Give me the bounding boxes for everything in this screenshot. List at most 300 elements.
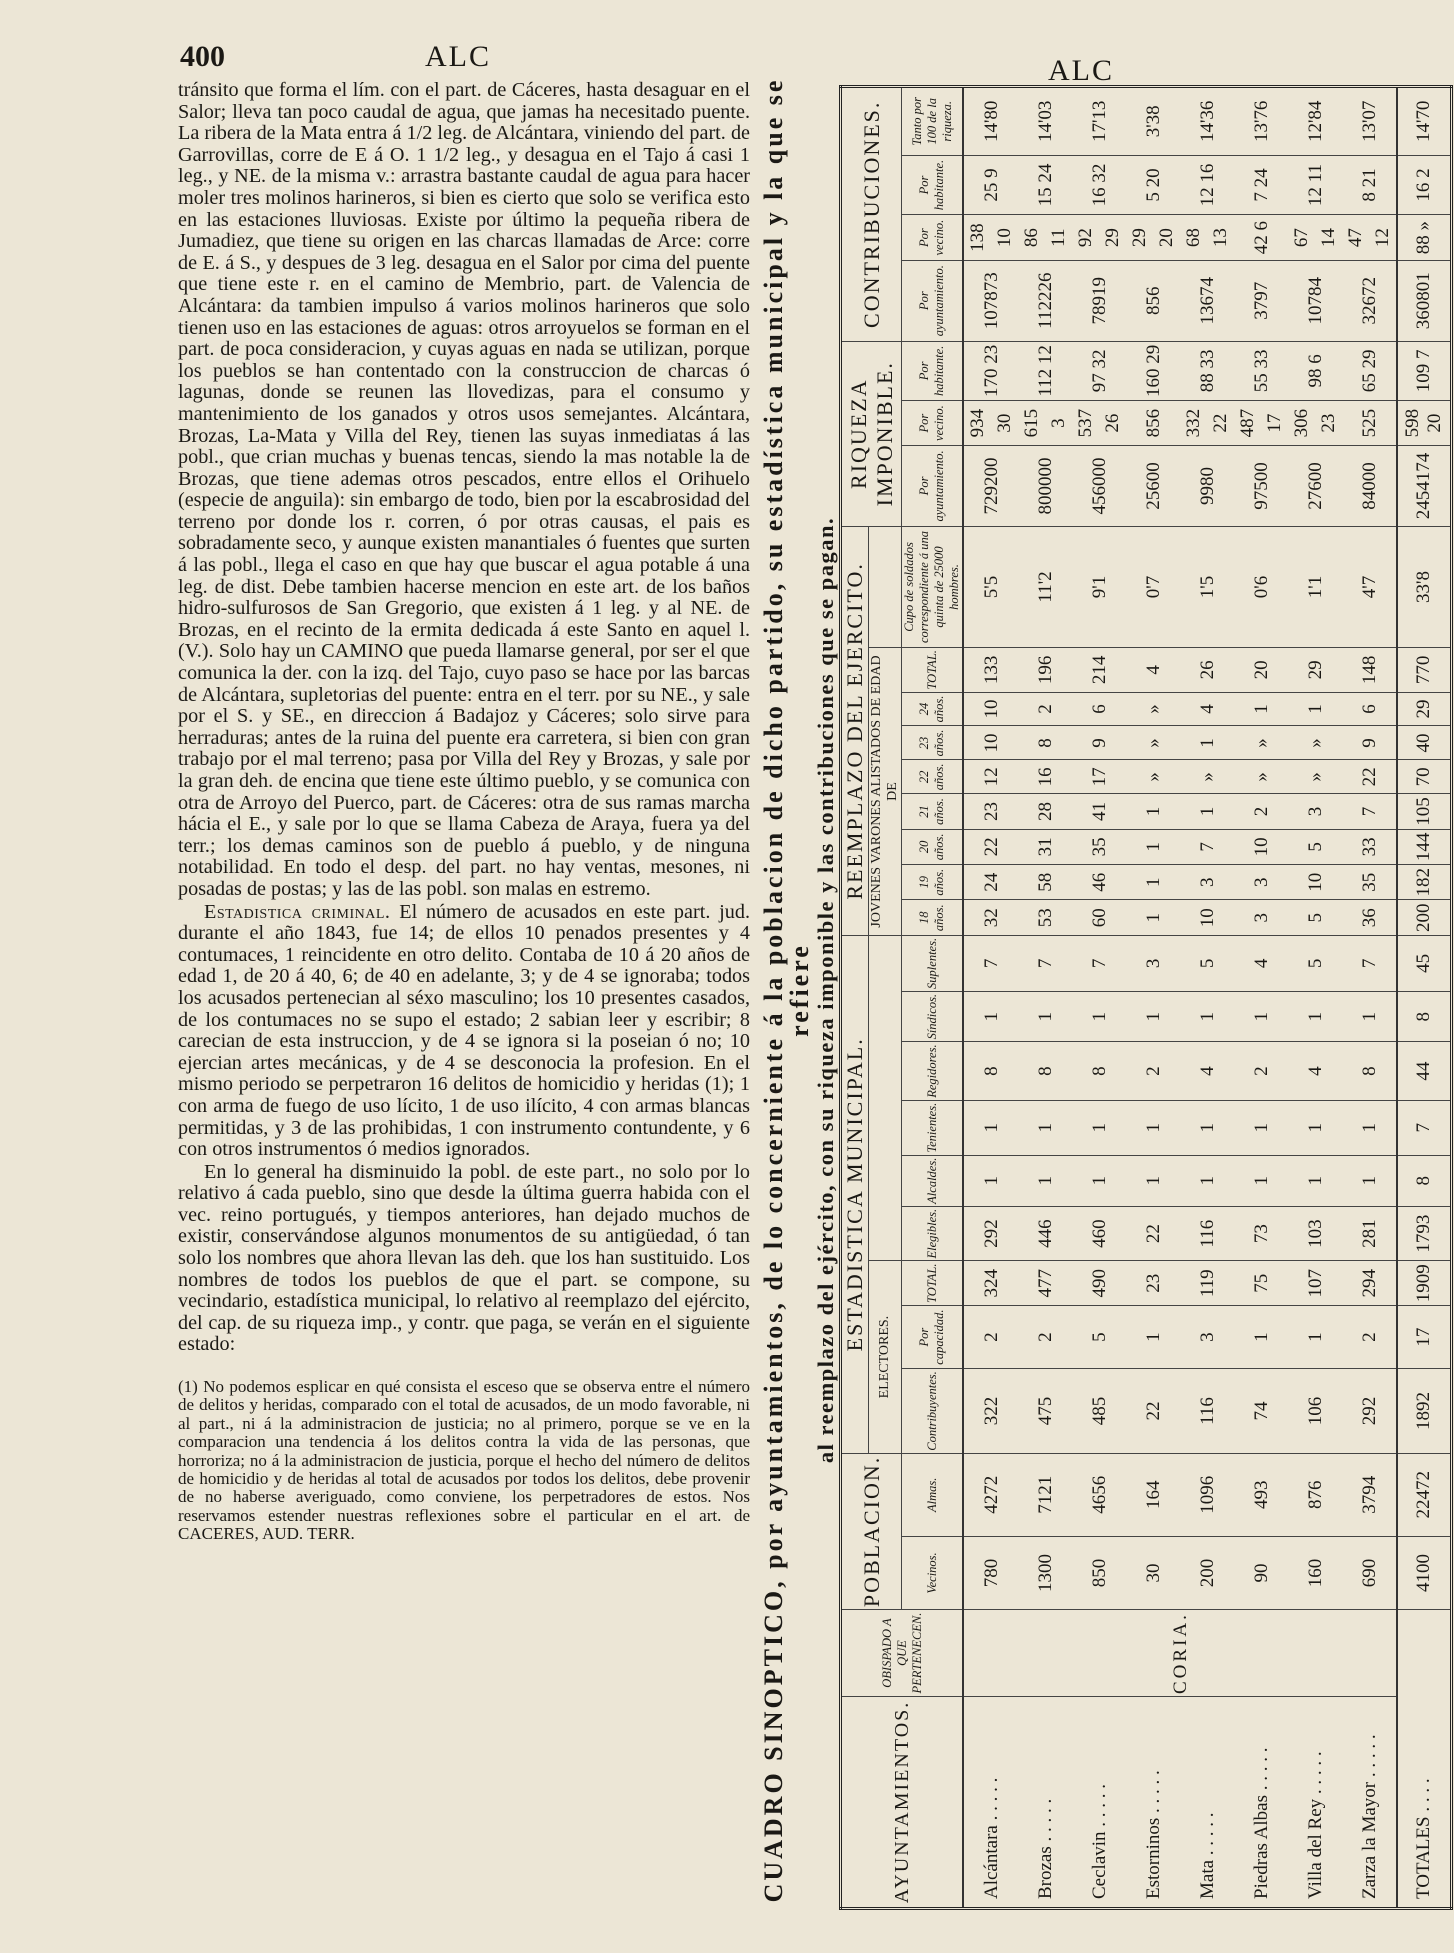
- table-cell: 97 32: [1072, 341, 1126, 401]
- table-cell: 22: [1126, 1369, 1180, 1454]
- table-cell: 3: [1126, 935, 1180, 991]
- column-header: 24 años.: [902, 692, 964, 726]
- table-cell: 8 21: [1342, 155, 1397, 215]
- table-cell: 16: [1018, 760, 1072, 794]
- running-head-right: ALC: [1048, 54, 1114, 87]
- table-row: [963, 87, 1018, 1909]
- section-lead: Estadistica criminal.: [204, 900, 391, 923]
- table-cell: 1: [1126, 1100, 1180, 1155]
- table-cell: 22: [963, 829, 1018, 864]
- totals-cell: 105: [1397, 794, 1452, 829]
- header-poblacion: POBLACION.: [841, 1453, 902, 1609]
- table-cell: 112226: [1018, 260, 1072, 341]
- table-cell: 7: [1180, 829, 1234, 864]
- column-header: Por vecino.: [902, 215, 964, 260]
- table-cell: »: [1234, 726, 1288, 760]
- column-header: Por capacidad.: [902, 1305, 964, 1368]
- table-cell: 2: [1126, 1042, 1180, 1100]
- totals-cell: 40: [1397, 726, 1452, 760]
- table-cell: 3794: [1342, 1453, 1397, 1536]
- table-cell: 2: [1234, 1042, 1288, 1100]
- table-cell: 281: [1342, 1206, 1397, 1261]
- table-cell: 1: [963, 1100, 1018, 1155]
- table-cell: 29 20: [1126, 215, 1180, 260]
- table-cell: 1: [1180, 1100, 1234, 1155]
- table-cell: »: [1288, 760, 1342, 794]
- table-cell: 8: [1072, 1042, 1126, 1100]
- table-cell: 73: [1234, 1206, 1288, 1261]
- table-cell: 13674: [1180, 260, 1234, 341]
- totals-cell: 70: [1397, 760, 1452, 794]
- table-cell: 1: [1126, 900, 1180, 935]
- table-cell: 1: [1234, 1155, 1288, 1206]
- table-title-line1: CUADRO SINOPTICO, por ayuntamientos, de lo concerniente á la poblacion de dicho partido, su estadística municipal y la que se refiere: [759, 77, 814, 1903]
- header-reemplazo: REEMPLAZO DEL EJERCITO.: [841, 526, 869, 935]
- column-header: Por ayuntamiento.: [902, 260, 964, 341]
- table-cell: 1'1: [1288, 526, 1342, 647]
- table-cell: 4: [1234, 935, 1288, 991]
- table-cell: 86 11: [1018, 215, 1072, 260]
- table-cell: 1: [1234, 991, 1288, 1041]
- table-cell: 22: [1342, 760, 1397, 794]
- totals-cell: 109 7: [1397, 341, 1452, 401]
- table-cell: 26: [1180, 648, 1234, 693]
- table-cell: 16 32: [1072, 155, 1126, 215]
- column-header: Suplentes.: [902, 935, 964, 991]
- table-cell: 456000: [1072, 446, 1126, 527]
- paragraph-rivers: tránsito que forma el lím. con el part. de Cáceres, hasta desaguar en el Salor; lleva tan poco caudal de agua, que jamas ha necesitado puente. La ribera de la Mata entra á 1/2 leg. de Alcántara, viniendo del part. de Garrovillas, corre de E á O. 1 1/2 leg., y desagua en el Tajo á casi 1 leg., y NE. de la misma v.: arrastra bastante caudal de agua para hacer moler tres molinos harineros, si bien es cierto que solo se verifica esto en las estaciones lluviosas. Existe por último la pequeña ribera de Jumadiez, que tiene su origen en las charcas llamadas de Arce: corre de E. á S., y despues de 3 leg. desagua en el Salor por cima del puente que tiene este r. en el camino de Membrio, part. de Valencia de Alcántara: da tambien impulso á varios molinos harineros que solo tienen uso en las estaciones de aguas: otros arroyuelos se forman en el part. de poca consideracion, y cuyas aguas en nada se utilizan, porque los pueblos se han contentado con la construccion de charcas ó lagunas, donde se reunen las llovedizas, para el consumo y mantenimiento de los ganados y otros usos semejantes. Alcántara, Brozas, La-Mata y Villa del Rey, tienen las suyas inmediatas á las pobl., que crian muchas y buenas tencas, siendo la mas notable la de Brozas, que tiene ademas otros pescados, entre ellos el Orihuelo (especie de anguila): sin embargo de todo, bien por la escabrosidad del terreno por donde los r. corren, ó por otras causas, el pais es sobradamente seco, y aunque existen manantiales ó fuentes que surten á las pobl., llega el caso en que hay que buscar el agua potable á una leg. de dist. Debe tambien hacerse mencion en este art. de los baños hidro-sulfurosos de San Gregorio, que existen á 1 leg. y al NE. de Brozas, en el recinto de la ermita dedicada á este Santo en aquel l. (V.). Solo hay un CAMINO que pueda llamarse general, por ser el que comunica la der. con la izq. del Tajo, cuyo paso se hace por las barcas de Alcántara, supletorias del puente: entra en el terr. por su NE., y sale por el S. y SE., en direccion á Badajoz y Cáceres; solo sirve para herraduras; antes de la ruina del puente era carretera, si bien con gran trabajo por el mal terreno; pasa por Villa del Rey y Brozas, y sale por la gran deh. de encina que tiene este último pueblo, y se comunica con otra de Arroyo del Puerco, part. de Cáceres: otra de sus ramas marcha hácia el E., y sale por lo que se llama Cabeza de Araya, fuera ya del terr.; los demas caminos son de pueblo á pueblo, y de ninguna notabilidad. En todo el desp. del part. no hay ventas, mesones, ni posadas de postas; y las de las pobl. son malas en estremo.: [178, 79, 750, 900]
- table-cell: 170 23: [963, 341, 1018, 401]
- table-cell: 35: [1342, 865, 1397, 900]
- totals-cell: 29: [1397, 692, 1452, 726]
- table-cell: 92 29: [1072, 215, 1126, 260]
- table-cell: 306 23: [1288, 401, 1342, 446]
- table-cell: 46: [1072, 865, 1126, 900]
- table-cell: 5: [1072, 1305, 1126, 1368]
- table-cell: »: [1234, 760, 1288, 794]
- header-jovenes: JOVENES VARONES ALISTADOS DE EDAD DE: [869, 648, 902, 936]
- table-cell: 800000: [1018, 446, 1072, 527]
- totals-cell: 45: [1397, 935, 1452, 991]
- table-cell: 4: [1180, 1042, 1234, 1100]
- table-cell: 200: [1180, 1536, 1234, 1609]
- table-cell: 1: [1072, 991, 1126, 1041]
- header-obispado: OBISPADO A QUE PERTENECEN.: [841, 1610, 964, 1697]
- text-column: [178, 80, 750, 1544]
- column-header: Tanto por 100 de la riqueza.: [902, 87, 964, 156]
- column-header: 20 años.: [902, 829, 964, 864]
- column-header: Por vecino.: [902, 401, 964, 446]
- table-cell: 20: [1234, 648, 1288, 693]
- table-cell: 116: [1180, 1369, 1234, 1454]
- table-cell: 14'36: [1180, 87, 1234, 156]
- table-cell: 6: [1342, 692, 1397, 726]
- table-cell: 5: [1180, 935, 1234, 991]
- totals-cell: 1892: [1397, 1369, 1452, 1454]
- totals-cell: 770: [1397, 648, 1452, 693]
- table-cell: 1: [1234, 692, 1288, 726]
- table-cell: 35: [1072, 829, 1126, 864]
- page-number: 400: [180, 40, 225, 73]
- table-cell: 133: [963, 648, 1018, 693]
- table-cell: 4656: [1072, 1453, 1126, 1536]
- table-cell: 1: [1180, 794, 1234, 829]
- totals-cell: 14'70: [1397, 87, 1452, 156]
- table-cell: 0'6: [1234, 526, 1288, 647]
- table-cell: 106: [1288, 1369, 1342, 1454]
- column-header: Por habitante.: [902, 341, 964, 401]
- table-cell: 97500: [1234, 446, 1288, 527]
- totals-cell: 88 »: [1397, 215, 1452, 260]
- totals-cell: 8: [1397, 1155, 1452, 1206]
- table-cell: 1: [1234, 1305, 1288, 1368]
- table-cell: 36: [1342, 900, 1397, 935]
- table-cell: 196: [1018, 648, 1072, 693]
- table-cell: 537 26: [1072, 401, 1126, 446]
- table-cell: 1: [1018, 1155, 1072, 1206]
- table-cell: 29: [1288, 648, 1342, 693]
- table-cell: 67 14: [1288, 215, 1342, 260]
- table-cell: 23: [1126, 1261, 1180, 1306]
- table-cell: 525: [1342, 401, 1397, 446]
- totals-cell: 200: [1397, 900, 1452, 935]
- table-cell: 3: [1288, 794, 1342, 829]
- table-cell: 2: [1234, 794, 1288, 829]
- table-cell: 8: [1018, 1042, 1072, 1100]
- table-cell: 1: [1342, 1155, 1397, 1206]
- totals-cell: 360801: [1397, 260, 1452, 341]
- table-cell: 487 17: [1234, 401, 1288, 446]
- table-cell: 5 20: [1126, 155, 1180, 215]
- totals-cell: 1793: [1397, 1206, 1452, 1261]
- table-cell: 9: [1342, 726, 1397, 760]
- table-cell: 934 30: [963, 401, 1018, 446]
- table-cell: 3'38: [1126, 87, 1180, 156]
- totals-cell: 44: [1397, 1042, 1452, 1100]
- table-cell: 88 33: [1180, 341, 1234, 401]
- totals-cell: 2454174: [1397, 446, 1452, 527]
- table-cell: »: [1126, 726, 1180, 760]
- table-cell: 9'1: [1072, 526, 1126, 647]
- table-cell: 3: [1180, 865, 1234, 900]
- table-cell: 55 33: [1234, 341, 1288, 401]
- table-cell: 103: [1288, 1206, 1342, 1261]
- table-cell: 10: [963, 726, 1018, 760]
- table-cell: 292: [963, 1206, 1018, 1261]
- table-cell: 2: [963, 1305, 1018, 1368]
- table-cell: 1: [1288, 1305, 1342, 1368]
- totals-row: [1397, 87, 1452, 1909]
- table-cell: 12 11: [1288, 155, 1342, 215]
- running-head-left: ALC: [425, 40, 491, 73]
- table-cell: 27600: [1288, 446, 1342, 527]
- table-cell: 41: [1072, 794, 1126, 829]
- table-cell: 148: [1342, 648, 1397, 693]
- column-header: 22 años.: [902, 760, 964, 794]
- header-ayuntamientos: AYUNTAMIENTOS.: [841, 1697, 964, 1909]
- table-cell: 446: [1018, 1206, 1072, 1261]
- header-contribuciones: CONTRIBUCIONES.: [841, 87, 902, 342]
- table-cell: 780: [963, 1536, 1018, 1609]
- table-cell: 856: [1126, 260, 1180, 341]
- table-cell: »: [1288, 726, 1342, 760]
- table-cell: 1: [1180, 726, 1234, 760]
- table-cell: 214: [1072, 648, 1126, 693]
- table-cell: 8: [1342, 1042, 1397, 1100]
- table-cell: 9: [1072, 726, 1126, 760]
- footnote: (1) No podemos esplicar en qué consista el esceso que se observa entre el número de delitos y heridas, comparado con el total de acusados, de un modo favorable, ni al part., ni á la administracion de justicia; no al primero, porque se ve en la comparacion una tendencia á los delitos contra la vida de las personas, que horroriza; no á la administracion de justicia, porque el hecho del número de delitos de homicidio y de heridas al total de acusados por todos los delitos, debe provenir de no haberse averiguado, como conviene, los perpetradores de estos. Nos reservamos estender nuestras reflexiones sobre el particular en el art. de CACERES, AUD. TERR.: [178, 1377, 750, 1544]
- column-header: TOTAL.: [902, 648, 964, 693]
- totals-cell: 16 2: [1397, 155, 1452, 215]
- table-cell: 31: [1018, 829, 1072, 864]
- table-cell: 28: [1018, 794, 1072, 829]
- table-cell: 30: [1126, 1536, 1180, 1609]
- table-cell: 47 12: [1342, 215, 1397, 260]
- table-cell: 690: [1342, 1536, 1397, 1609]
- table-cell: 1'5: [1180, 526, 1234, 647]
- table-cell: 6: [1072, 692, 1126, 726]
- table-cell: 4'7: [1342, 526, 1397, 647]
- table-title: [755, 70, 839, 1910]
- table-cell: 5: [1288, 900, 1342, 935]
- table-cell: »: [1126, 692, 1180, 726]
- table-cell: 7: [1072, 935, 1126, 991]
- table-cell: 1: [1018, 991, 1072, 1041]
- table-cell: 10: [1180, 900, 1234, 935]
- criminal-stats-text: El número de acusados en este part. jud. durante el año 1843, fue 14; de ellos 10 penados presentes y 4 contumaces, 1 reincidente en otro delito. Contaba de 10 á 20 años de edad 1, de 20 á 40, 6; de 40 en adelante, 3; y de 4 se ignoraba; todos los acusados pertenecian al séxo masculino; los 10 presentes casados, de los contumaces no se supo el estado; 2 sabian leer y escribir; 8 carecian de esta instruccion, y de 4 se ignora si la poseian ó no; 10 ejercian artes mecánicas, y de 4 se desconocia la profesion. En el mismo periodo se perpetraron 16 delitos de homicidio y heridas (1); 1 con arma de fuego de uso lícito, 1 de uso ilícito, 4 con armas blancas permitidas, y 3 de las prohibidas, 1 con instrumento contundente, y 6 con otros instrumentos ó medios ignorados.: [178, 900, 751, 1161]
- table-cell: 10: [963, 692, 1018, 726]
- table-cell: 65 29: [1342, 341, 1397, 401]
- table-cell: 22: [1126, 1206, 1180, 1261]
- table-cell: 5'5: [963, 526, 1018, 647]
- table-cell: 7: [1018, 935, 1072, 991]
- table-cell: 84000: [1342, 446, 1397, 527]
- table-cell: 5: [1288, 829, 1342, 864]
- table-cell: 322: [963, 1369, 1018, 1454]
- table-cell: 7: [1342, 794, 1397, 829]
- ayuntamiento-name: Alcántara . . . . .: [963, 1697, 1018, 1909]
- table-cell: 1: [1126, 865, 1180, 900]
- table-cell: 7121: [1018, 1453, 1072, 1536]
- column-header: Tenientes.: [902, 1100, 964, 1155]
- table-cell: 7: [1342, 935, 1397, 991]
- table-cell: 1: [1288, 1100, 1342, 1155]
- table-cell: 14'80: [963, 87, 1018, 156]
- table-cell: 294: [1342, 1261, 1397, 1306]
- ayuntamiento-name: Piedras Albas . . . . .: [1234, 1697, 1288, 1909]
- table-cell: 12: [963, 760, 1018, 794]
- table-cell: 1: [1288, 991, 1342, 1041]
- obispado-value: CORIA.: [963, 1610, 1397, 1697]
- table-cell: 90: [1234, 1536, 1288, 1609]
- table-cell: 0'7: [1126, 526, 1180, 647]
- table-cell: 42 6: [1234, 215, 1288, 260]
- table-cell: 58: [1018, 865, 1072, 900]
- table-cell: 850: [1072, 1536, 1126, 1609]
- column-header: 23 años.: [902, 726, 964, 760]
- column-header: Por habitante.: [902, 155, 964, 215]
- table-cell: 33: [1342, 829, 1397, 864]
- totals-cell: 7: [1397, 1100, 1452, 1155]
- column-header: Contribuyentes.: [902, 1369, 964, 1454]
- header-spacer: [869, 526, 902, 647]
- table-cell: 138 10: [963, 215, 1018, 260]
- table-cell: 9980: [1180, 446, 1234, 527]
- column-header: Síndicos.: [902, 991, 964, 1041]
- table-cell: 4: [1288, 1042, 1342, 1100]
- table-cell: 1: [1126, 1305, 1180, 1368]
- totals-cell: 598 20: [1397, 401, 1452, 446]
- synoptic-table-rotated: [755, 70, 1445, 1910]
- table-cell: 160 29: [1126, 341, 1180, 401]
- table-cell: 475: [1018, 1369, 1072, 1454]
- ayuntamiento-name: Ceclavin . . . . .: [1072, 1697, 1126, 1909]
- table-cell: 324: [963, 1261, 1018, 1306]
- table-cell: 1096: [1180, 1453, 1234, 1536]
- table-cell: 1: [1342, 991, 1397, 1041]
- table-cell: 1: [1288, 1155, 1342, 1206]
- table-cell: 1300: [1018, 1536, 1072, 1609]
- table-cell: 1: [1180, 1155, 1234, 1206]
- column-header: Regidores.: [902, 1042, 964, 1100]
- table-cell: 1: [1288, 692, 1342, 726]
- column-header: 18 años.: [902, 900, 964, 935]
- totals-cell: 8: [1397, 991, 1452, 1041]
- totals-cell: 144: [1397, 829, 1452, 864]
- table-cell: 74: [1234, 1369, 1288, 1454]
- table-cell: 3: [1180, 1305, 1234, 1368]
- table-cell: 112 12: [1018, 341, 1072, 401]
- table-cell: 876: [1288, 1453, 1342, 1536]
- table-cell: 119: [1180, 1261, 1234, 1306]
- table-cell: 12'84: [1288, 87, 1342, 156]
- table-cell: 13'76: [1234, 87, 1288, 156]
- ayuntamiento-name: Estorninos . . . . .: [1126, 1697, 1180, 1909]
- table-cell: 25600: [1126, 446, 1180, 527]
- ayuntamiento-name: Mata . . . . .: [1180, 1697, 1234, 1909]
- table-cell: 292: [1342, 1369, 1397, 1454]
- table-cell: 116: [1180, 1206, 1234, 1261]
- table-cell: 2: [1342, 1305, 1397, 1368]
- table-cell: 13'07: [1342, 87, 1397, 156]
- table-cell: 11'2: [1018, 526, 1072, 647]
- header-spacer: [869, 935, 902, 1261]
- table-cell: 23: [963, 794, 1018, 829]
- table-cell: 24: [963, 865, 1018, 900]
- table-cell: 1: [1072, 1100, 1126, 1155]
- column-header: Vecinos.: [902, 1536, 964, 1609]
- header-estadistica: ESTADISTICA MUNICIPAL.: [841, 935, 869, 1453]
- column-header: 21 años.: [902, 794, 964, 829]
- totals-cell: 1909: [1397, 1261, 1452, 1306]
- table-cell: 477: [1018, 1261, 1072, 1306]
- table-cell: 10: [1234, 829, 1288, 864]
- totals-label: TOTALES . . . .: [1397, 1610, 1452, 1909]
- table-cell: 1: [1126, 829, 1180, 864]
- table-cell: 1: [1180, 991, 1234, 1041]
- table-cell: 4: [1180, 692, 1234, 726]
- table-cell: 15 24: [1018, 155, 1072, 215]
- table-cell: 2: [1018, 692, 1072, 726]
- table-cell: 1: [1126, 1155, 1180, 1206]
- table-cell: 107: [1288, 1261, 1342, 1306]
- column-header: Elegibles.: [902, 1206, 964, 1261]
- table-cell: 60: [1072, 900, 1126, 935]
- header-electores: ELECTORES.: [869, 1261, 902, 1453]
- table-cell: 8: [1018, 726, 1072, 760]
- table-cell: 164: [1126, 1453, 1180, 1536]
- table-cell: 1: [963, 991, 1018, 1041]
- table-cell: 78919: [1072, 260, 1126, 341]
- table-cell: 8: [963, 1042, 1018, 1100]
- table-cell: 4: [1126, 648, 1180, 693]
- ayuntamiento-name: Villa del Rey . . . . .: [1288, 1697, 1342, 1909]
- table-cell: 12 16: [1180, 155, 1234, 215]
- table-cell: 485: [1072, 1369, 1126, 1454]
- header-riqueza: RIQUEZA IMPONIBLE.: [841, 341, 902, 526]
- table-cell: 856: [1126, 401, 1180, 446]
- table-cell: 1: [1342, 1100, 1397, 1155]
- table-cell: 1: [1234, 1100, 1288, 1155]
- table-cell: 10: [1288, 865, 1342, 900]
- paragraph-criminal-stats: [178, 902, 750, 1161]
- table-cell: 2: [1018, 1305, 1072, 1368]
- totals-cell: 33'8: [1397, 526, 1452, 647]
- table-cell: 3797: [1234, 260, 1288, 341]
- totals-cell: 17: [1397, 1305, 1452, 1368]
- column-header: Alcaldes.: [902, 1155, 964, 1206]
- table-cell: 493: [1234, 1453, 1288, 1536]
- table-cell: 10784: [1288, 260, 1342, 341]
- table-cell: 1: [1018, 1100, 1072, 1155]
- table-cell: 32: [963, 900, 1018, 935]
- table-cell: 7: [963, 935, 1018, 991]
- table-cell: »: [1180, 760, 1234, 794]
- table-cell: 98 6: [1288, 341, 1342, 401]
- column-header: Almas.: [902, 1453, 964, 1536]
- table-cell: 32672: [1342, 260, 1397, 341]
- paragraph-population: En lo general ha disminuido la pobl. de este part., no solo por lo relativo á cada pueblo, sino que desde la última guerra habida con el vec. reino portugués, y tiempos anteriores, han dejado muchos de existir, conservándose algunos monumentos de su antigüedad, ó tan solo los nombres que ahora llevan las deh. que los han sustituido. Los nombres de todos los pueblos de que el part. se compone, su vecindario, estadística municipal, lo relativo al reemplazo del ejército, del cap. de su riqueza imp., y contr. que paga, se verán en el siguiente estado:: [178, 1160, 750, 1356]
- column-header: Cupo de soldados correspondiente á una quinta de 25000 hombres.: [902, 526, 964, 647]
- table-cell: 75: [1234, 1261, 1288, 1306]
- table-cell: 460: [1072, 1206, 1126, 1261]
- table-cell: 3: [1234, 865, 1288, 900]
- ayuntamiento-name: Brozas . . . . .: [1018, 1697, 1072, 1909]
- table-cell: 1: [963, 1155, 1018, 1206]
- table-cell: 615 3: [1018, 401, 1072, 446]
- table-cell: 5: [1288, 935, 1342, 991]
- table-cell: 14'03: [1018, 87, 1072, 156]
- column-header: Por ayuntamiento.: [902, 446, 964, 527]
- table-cell: 68 13: [1180, 215, 1234, 260]
- column-header: 19 años.: [902, 865, 964, 900]
- table-cell: 25 9: [963, 155, 1018, 215]
- table-cell: 53: [1018, 900, 1072, 935]
- table-cell: 1: [1126, 794, 1180, 829]
- ayuntamiento-name: Zarza la Mayor . . . . .: [1342, 1697, 1397, 1909]
- table-cell: 17'13: [1072, 87, 1126, 156]
- table-cell: 107873: [963, 260, 1018, 341]
- table-title-line2: al reemplazo del ejército, con su riqueza imponible y las contribuciones que se pagan.: [813, 516, 838, 1464]
- totals-cell: 4100: [1397, 1536, 1452, 1609]
- synoptic-table: [839, 85, 1453, 1910]
- table-cell: 332 22: [1180, 401, 1234, 446]
- table-cell: 3: [1234, 900, 1288, 935]
- table-cell: 7 24: [1234, 155, 1288, 215]
- table-cell: 4272: [963, 1453, 1018, 1536]
- table-cell: 490: [1072, 1261, 1126, 1306]
- table-cell: 17: [1072, 760, 1126, 794]
